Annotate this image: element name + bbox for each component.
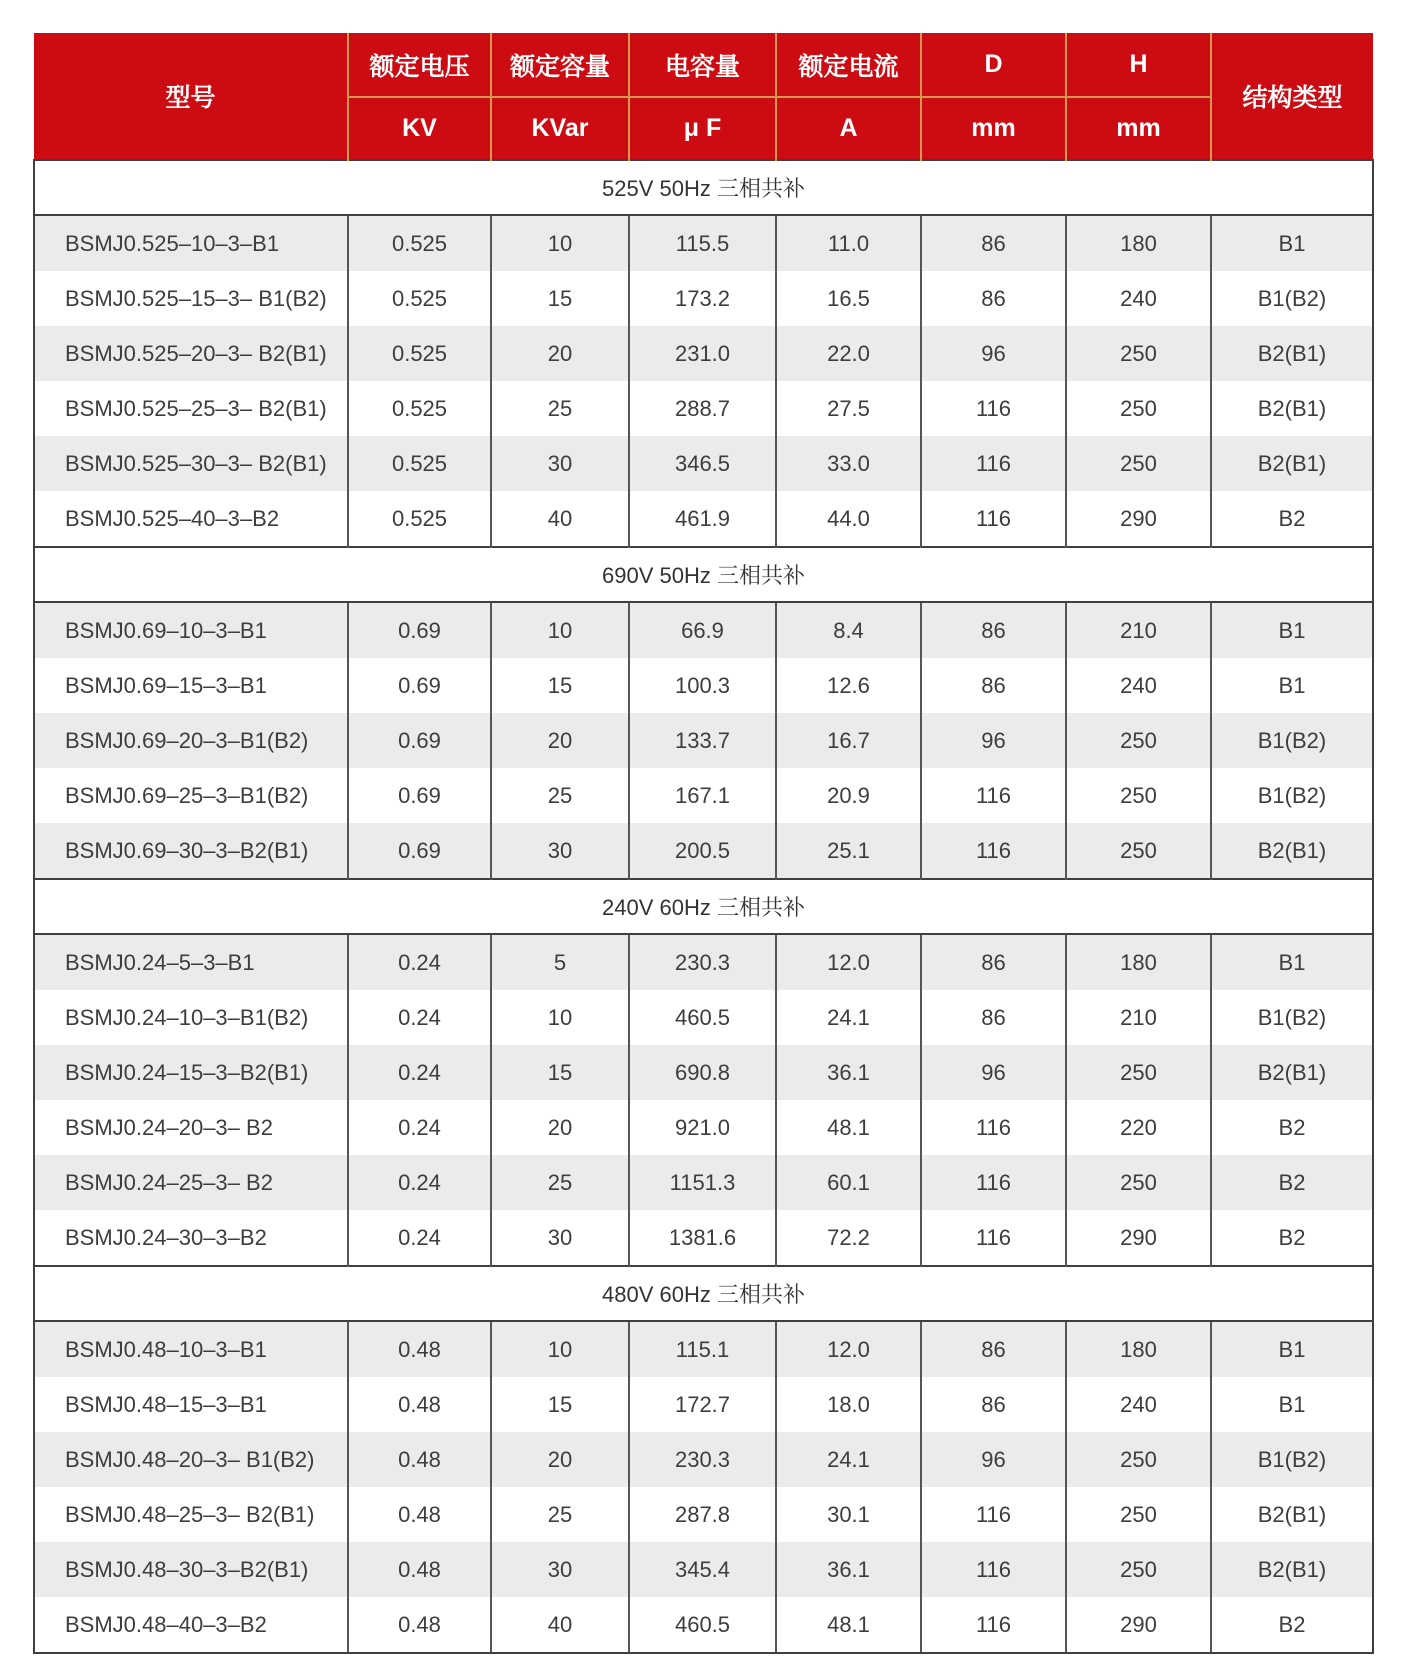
value-cell: 0.525: [348, 491, 491, 547]
model-cell: BSMJ0.48–40–3–B2: [34, 1597, 348, 1653]
value-cell: B1: [1211, 1321, 1373, 1377]
col-header-rated-capacity: 额定容量: [491, 33, 629, 97]
value-cell: 250: [1066, 1155, 1211, 1210]
table-row: [34, 1597, 1373, 1653]
value-cell: 0.48: [348, 1542, 491, 1597]
value-cell: 24.1: [776, 1432, 921, 1487]
value-cell: 5: [491, 934, 629, 990]
header-row-labels: [34, 33, 1373, 97]
table-row: [34, 1100, 1373, 1155]
model-cell: BSMJ0.24–5–3–B1: [34, 934, 348, 990]
value-cell: 16.5: [776, 271, 921, 326]
value-cell: 345.4: [629, 1542, 776, 1597]
model-cell: BSMJ0.525–30–3– B2(B1): [34, 436, 348, 491]
value-cell: 0.24: [348, 990, 491, 1045]
col-header-capacitance: 电容量: [629, 33, 776, 97]
value-cell: 86: [921, 1377, 1066, 1432]
value-cell: B1: [1211, 658, 1373, 713]
value-cell: 210: [1066, 990, 1211, 1045]
value-cell: 15: [491, 271, 629, 326]
table-row: [34, 1321, 1373, 1377]
value-cell: 30: [491, 1210, 629, 1266]
model-cell: BSMJ0.69–30–3–B2(B1): [34, 823, 348, 879]
value-cell: 20: [491, 713, 629, 768]
value-cell: 921.0: [629, 1100, 776, 1155]
value-cell: 86: [921, 1321, 1066, 1377]
value-cell: 20: [491, 1432, 629, 1487]
value-cell: 15: [491, 658, 629, 713]
value-cell: 116: [921, 1155, 1066, 1210]
value-cell: 25: [491, 1155, 629, 1210]
value-cell: 180: [1066, 934, 1211, 990]
value-cell: 115.5: [629, 215, 776, 271]
model-cell: BSMJ0.525–40–3–B2: [34, 491, 348, 547]
value-cell: 66.9: [629, 602, 776, 658]
value-cell: 250: [1066, 1432, 1211, 1487]
value-cell: 460.5: [629, 1597, 776, 1653]
value-cell: B2: [1211, 1597, 1373, 1653]
model-cell: BSMJ0.48–15–3–B1: [34, 1377, 348, 1432]
model-cell: BSMJ0.69–15–3–B1: [34, 658, 348, 713]
table-row: [34, 1377, 1373, 1432]
value-cell: 0.24: [348, 1155, 491, 1210]
value-cell: 72.2: [776, 1210, 921, 1266]
value-cell: 460.5: [629, 990, 776, 1045]
value-cell: 30: [491, 436, 629, 491]
value-cell: 240: [1066, 271, 1211, 326]
value-cell: 288.7: [629, 381, 776, 436]
value-cell: 290: [1066, 491, 1211, 547]
value-cell: B2(B1): [1211, 1045, 1373, 1100]
value-cell: 0.69: [348, 768, 491, 823]
table-row: [34, 602, 1373, 658]
value-cell: 25: [491, 381, 629, 436]
value-cell: 25: [491, 1487, 629, 1542]
value-cell: 116: [921, 1210, 1066, 1266]
model-cell: BSMJ0.525–25–3– B2(B1): [34, 381, 348, 436]
value-cell: 10: [491, 990, 629, 1045]
value-cell: 18.0: [776, 1377, 921, 1432]
value-cell: 231.0: [629, 326, 776, 381]
section-title: 690V 50Hz 三相共补: [34, 547, 1373, 602]
value-cell: 10: [491, 1321, 629, 1377]
value-cell: 250: [1066, 713, 1211, 768]
spec-table: [33, 33, 1374, 1654]
value-cell: 0.48: [348, 1597, 491, 1653]
value-cell: 25: [491, 768, 629, 823]
value-cell: 0.69: [348, 602, 491, 658]
model-cell: BSMJ0.24–30–3–B2: [34, 1210, 348, 1266]
value-cell: 116: [921, 1100, 1066, 1155]
table-row: [34, 823, 1373, 879]
section-title: 240V 60Hz 三相共补: [34, 879, 1373, 934]
value-cell: 116: [921, 381, 1066, 436]
value-cell: 22.0: [776, 326, 921, 381]
value-cell: 0.525: [348, 215, 491, 271]
table-row: [34, 713, 1373, 768]
col-header-model: 型号: [34, 33, 348, 160]
value-cell: 240: [1066, 1377, 1211, 1432]
value-cell: 0.48: [348, 1321, 491, 1377]
value-cell: B1(B2): [1211, 990, 1373, 1045]
value-cell: 287.8: [629, 1487, 776, 1542]
value-cell: 250: [1066, 381, 1211, 436]
value-cell: 690.8: [629, 1045, 776, 1100]
value-cell: 27.5: [776, 381, 921, 436]
value-cell: 250: [1066, 768, 1211, 823]
table-row: [34, 990, 1373, 1045]
model-cell: BSMJ0.69–10–3–B1: [34, 602, 348, 658]
value-cell: 15: [491, 1045, 629, 1100]
value-cell: B2: [1211, 1210, 1373, 1266]
value-cell: 0.69: [348, 823, 491, 879]
value-cell: 116: [921, 823, 1066, 879]
value-cell: 1381.6: [629, 1210, 776, 1266]
value-cell: 96: [921, 713, 1066, 768]
value-cell: 86: [921, 215, 1066, 271]
value-cell: 20: [491, 1100, 629, 1155]
unit-a: A: [776, 97, 921, 160]
value-cell: 230.3: [629, 934, 776, 990]
value-cell: 290: [1066, 1597, 1211, 1653]
value-cell: 36.1: [776, 1045, 921, 1100]
unit-mm-h: mm: [1066, 97, 1211, 160]
value-cell: 60.1: [776, 1155, 921, 1210]
value-cell: 116: [921, 436, 1066, 491]
value-cell: 250: [1066, 1542, 1211, 1597]
table-row: [34, 1487, 1373, 1542]
value-cell: 173.2: [629, 271, 776, 326]
value-cell: 0.24: [348, 1210, 491, 1266]
value-cell: 96: [921, 326, 1066, 381]
unit-mm-d: mm: [921, 97, 1066, 160]
value-cell: 210: [1066, 602, 1211, 658]
value-cell: 250: [1066, 1487, 1211, 1542]
value-cell: B1: [1211, 215, 1373, 271]
unit-kv: KV: [348, 97, 491, 160]
value-cell: 10: [491, 602, 629, 658]
table-row: [34, 436, 1373, 491]
value-cell: 20.9: [776, 768, 921, 823]
value-cell: B2: [1211, 1100, 1373, 1155]
value-cell: 200.5: [629, 823, 776, 879]
value-cell: 0.24: [348, 1045, 491, 1100]
value-cell: 116: [921, 1487, 1066, 1542]
value-cell: B2: [1211, 491, 1373, 547]
model-cell: BSMJ0.48–25–3– B2(B1): [34, 1487, 348, 1542]
table-row: [34, 491, 1373, 547]
value-cell: 40: [491, 491, 629, 547]
table-header: [34, 33, 1373, 160]
table-row: [34, 271, 1373, 326]
section-header-row: [34, 879, 1373, 934]
unit-kvar: KVar: [491, 97, 629, 160]
value-cell: 250: [1066, 1045, 1211, 1100]
value-cell: 240: [1066, 658, 1211, 713]
model-cell: BSMJ0.69–20–3–B1(B2): [34, 713, 348, 768]
value-cell: B2(B1): [1211, 436, 1373, 491]
value-cell: 0.525: [348, 326, 491, 381]
value-cell: B1(B2): [1211, 1432, 1373, 1487]
value-cell: B2(B1): [1211, 1487, 1373, 1542]
section-header-row: [34, 1266, 1373, 1321]
value-cell: 20: [491, 326, 629, 381]
value-cell: 86: [921, 271, 1066, 326]
value-cell: 36.1: [776, 1542, 921, 1597]
table-row: [34, 934, 1373, 990]
value-cell: 12.6: [776, 658, 921, 713]
value-cell: 30: [491, 1542, 629, 1597]
value-cell: 116: [921, 1597, 1066, 1653]
table-row: [34, 768, 1373, 823]
value-cell: 0.69: [348, 713, 491, 768]
model-cell: BSMJ0.525–10–3–B1: [34, 215, 348, 271]
table-row: [34, 381, 1373, 436]
value-cell: B2: [1211, 1155, 1373, 1210]
value-cell: 12.0: [776, 1321, 921, 1377]
value-cell: 0.48: [348, 1487, 491, 1542]
value-cell: B1: [1211, 1377, 1373, 1432]
value-cell: 44.0: [776, 491, 921, 547]
value-cell: B1(B2): [1211, 271, 1373, 326]
table-row: [34, 1432, 1373, 1487]
value-cell: 0.48: [348, 1377, 491, 1432]
section-header-row: [34, 547, 1373, 602]
col-header-rated-current: 额定电流: [776, 33, 921, 97]
model-cell: BSMJ0.24–15–3–B2(B1): [34, 1045, 348, 1100]
value-cell: 12.0: [776, 934, 921, 990]
unit-uf: μ F: [629, 97, 776, 160]
value-cell: 346.5: [629, 436, 776, 491]
table-row: [34, 1542, 1373, 1597]
model-cell: BSMJ0.24–20–3– B2: [34, 1100, 348, 1155]
value-cell: 0.525: [348, 271, 491, 326]
value-cell: 0.24: [348, 934, 491, 990]
value-cell: 33.0: [776, 436, 921, 491]
value-cell: 100.3: [629, 658, 776, 713]
value-cell: 290: [1066, 1210, 1211, 1266]
table-row: [34, 215, 1373, 271]
value-cell: 86: [921, 658, 1066, 713]
table-row: [34, 326, 1373, 381]
section-title: 480V 60Hz 三相共补: [34, 1266, 1373, 1321]
value-cell: 25.1: [776, 823, 921, 879]
value-cell: 8.4: [776, 602, 921, 658]
table-row: [34, 658, 1373, 713]
value-cell: 250: [1066, 436, 1211, 491]
value-cell: 16.7: [776, 713, 921, 768]
col-header-rated-voltage: 额定电压: [348, 33, 491, 97]
model-cell: BSMJ0.24–10–3–B1(B2): [34, 990, 348, 1045]
value-cell: 461.9: [629, 491, 776, 547]
value-cell: 11.0: [776, 215, 921, 271]
value-cell: 0.525: [348, 436, 491, 491]
value-cell: 172.7: [629, 1377, 776, 1432]
value-cell: 30.1: [776, 1487, 921, 1542]
value-cell: B1: [1211, 602, 1373, 658]
model-cell: BSMJ0.48–20–3– B1(B2): [34, 1432, 348, 1487]
value-cell: 0.48: [348, 1432, 491, 1487]
value-cell: 40: [491, 1597, 629, 1653]
value-cell: 133.7: [629, 713, 776, 768]
value-cell: 48.1: [776, 1597, 921, 1653]
value-cell: 96: [921, 1045, 1066, 1100]
value-cell: 180: [1066, 215, 1211, 271]
value-cell: B2(B1): [1211, 823, 1373, 879]
table-row: [34, 1210, 1373, 1266]
value-cell: 10: [491, 215, 629, 271]
section-header-row: [34, 160, 1373, 215]
value-cell: B2(B1): [1211, 1542, 1373, 1597]
table-body: [34, 160, 1373, 1653]
col-header-structure-type: 结构类型: [1211, 33, 1373, 160]
table-row: [34, 1155, 1373, 1210]
value-cell: 250: [1066, 823, 1211, 879]
value-cell: 86: [921, 990, 1066, 1045]
capacitor-spec-table: [33, 33, 1372, 1654]
model-cell: BSMJ0.48–30–3–B2(B1): [34, 1542, 348, 1597]
value-cell: 0.24: [348, 1100, 491, 1155]
value-cell: 30: [491, 823, 629, 879]
value-cell: B1(B2): [1211, 768, 1373, 823]
col-header-height: H: [1066, 33, 1211, 97]
section-title: 525V 50Hz 三相共补: [34, 160, 1373, 215]
value-cell: 115.1: [629, 1321, 776, 1377]
model-cell: BSMJ0.525–15–3– B1(B2): [34, 271, 348, 326]
value-cell: 116: [921, 1542, 1066, 1597]
value-cell: 230.3: [629, 1432, 776, 1487]
value-cell: B2(B1): [1211, 381, 1373, 436]
value-cell: B2(B1): [1211, 326, 1373, 381]
value-cell: 116: [921, 491, 1066, 547]
value-cell: B1(B2): [1211, 713, 1373, 768]
value-cell: 167.1: [629, 768, 776, 823]
value-cell: 48.1: [776, 1100, 921, 1155]
col-header-diameter: D: [921, 33, 1066, 97]
value-cell: B1: [1211, 934, 1373, 990]
model-cell: BSMJ0.24–25–3– B2: [34, 1155, 348, 1210]
value-cell: 86: [921, 934, 1066, 990]
value-cell: 0.69: [348, 658, 491, 713]
value-cell: 180: [1066, 1321, 1211, 1377]
value-cell: 0.525: [348, 381, 491, 436]
model-cell: BSMJ0.69–25–3–B1(B2): [34, 768, 348, 823]
model-cell: BSMJ0.525–20–3– B2(B1): [34, 326, 348, 381]
value-cell: 220: [1066, 1100, 1211, 1155]
value-cell: 250: [1066, 326, 1211, 381]
value-cell: 15: [491, 1377, 629, 1432]
value-cell: 116: [921, 768, 1066, 823]
value-cell: 1151.3: [629, 1155, 776, 1210]
table-row: [34, 1045, 1373, 1100]
value-cell: 86: [921, 602, 1066, 658]
model-cell: BSMJ0.48–10–3–B1: [34, 1321, 348, 1377]
value-cell: 96: [921, 1432, 1066, 1487]
value-cell: 24.1: [776, 990, 921, 1045]
